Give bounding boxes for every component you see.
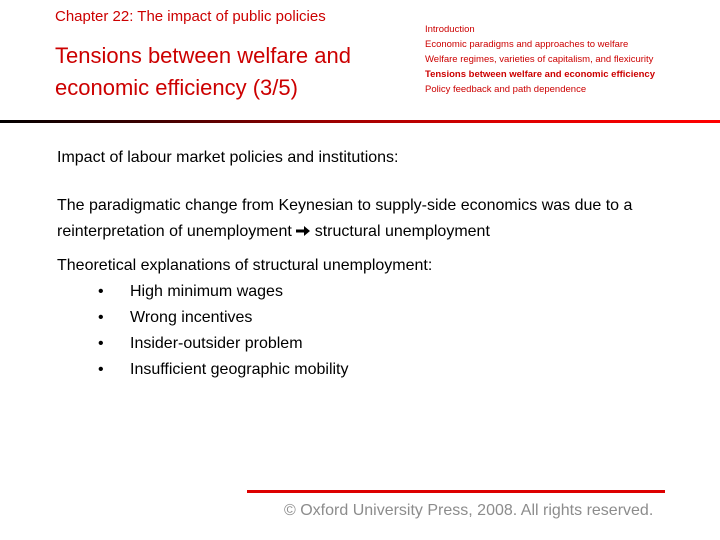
list-item — [57, 331, 697, 357]
paragraph-conclusion: structural unemployment — [314, 223, 490, 240]
nav-item-policy-feedback[interactable]: Policy feedback and path dependence — [425, 84, 587, 95]
nav-item-tensions[interactable]: Tensions between welfare and economic efficiency — [425, 69, 656, 80]
list-item — [57, 357, 697, 383]
bullet-icon: • — [98, 309, 104, 326]
bullet-icon: • — [98, 335, 104, 352]
list-item-text: Wrong incentives — [130, 309, 253, 326]
list-intro: Theoretical explanations of structural unemployment: — [57, 257, 433, 274]
chapter-label: Chapter 22: The impact of public policies — [55, 8, 326, 25]
explanation-list — [57, 279, 697, 383]
nav-item-welfare-regimes[interactable]: Welfare regimes, varieties of capitalism, and flexicurity — [425, 54, 654, 65]
list-item — [57, 279, 697, 305]
header-divider — [0, 120, 720, 123]
list-item-text: Insider-outsider problem — [130, 335, 303, 352]
bullet-icon: • — [98, 361, 104, 378]
list-item-text: High minimum wages — [130, 283, 283, 300]
nav-item-economic-paradigms[interactable]: Economic paradigms and approaches to welfare — [425, 39, 629, 50]
footer-divider — [247, 490, 665, 493]
paragraph-text: The paradigmatic change from Keynesian to supply-side economics was due to a reinterpretation of unemployment — [57, 197, 633, 240]
slide-content — [57, 145, 697, 383]
right-arrow-icon — [296, 223, 310, 240]
slide-title: Tensions between welfare and economic efficiency (3/5) — [55, 43, 351, 100]
list-item-text: Insufficient geographic mobility — [130, 361, 349, 378]
list-item — [57, 305, 697, 331]
content-paragraph — [57, 193, 697, 245]
nav-item-introduction[interactable]: Introduction — [425, 24, 475, 35]
bullet-icon: • — [98, 283, 104, 300]
content-heading: Impact of labour market policies and institutions: — [57, 149, 399, 166]
section-nav — [425, 22, 655, 97]
copyright-notice: © Oxford University Press, 2008. All rights reserved. — [284, 502, 654, 519]
